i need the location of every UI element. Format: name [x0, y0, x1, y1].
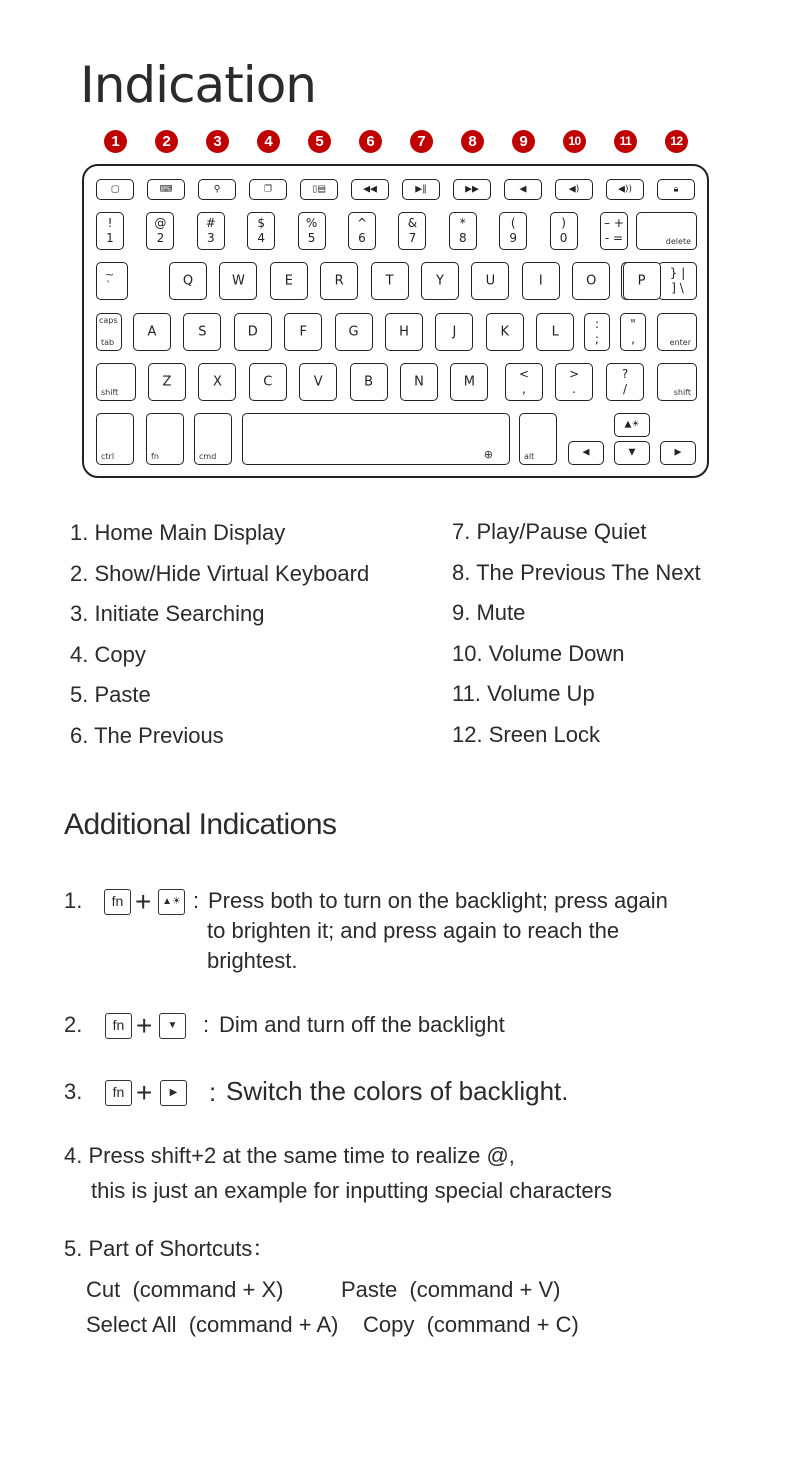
function-item: 8. The Previous The Next [452, 559, 701, 585]
letter-key-j-label: J [452, 324, 457, 340]
home-key [96, 179, 134, 200]
number-key-6-top: ^ [356, 216, 368, 230]
additional-item-3 [64, 1077, 744, 1111]
volume-down-icon: ◀) [568, 184, 580, 194]
space-key [242, 413, 510, 465]
caps-tab-key [96, 313, 122, 351]
bracket-right-key [658, 262, 697, 300]
number-key-7-bot: 7 [408, 231, 417, 245]
left-shift-label: shift [101, 388, 119, 397]
down-arrow-key [614, 441, 650, 465]
letter-key-q-label: Q [182, 273, 194, 289]
number-key-9 [499, 212, 527, 250]
number-key-2-top: @ [154, 216, 167, 230]
letter-key-w-label: W [231, 273, 245, 289]
number-key-5-top: % [305, 216, 318, 230]
function-item: 5. Paste [70, 682, 151, 707]
tab-label: tab [101, 338, 115, 347]
cmd-key [194, 413, 232, 465]
note-4 [64, 1141, 764, 1201]
letter-key-q [169, 262, 207, 300]
volume-up-key [606, 179, 644, 200]
number-key-8-top: * [459, 216, 466, 230]
plus-sign: + [136, 1077, 153, 1108]
fn-label: fn [151, 452, 159, 461]
left-arrow-key [568, 441, 604, 465]
letter-key-h [385, 313, 423, 351]
letter-key-r [320, 262, 358, 300]
badge-6: 6 [359, 130, 382, 153]
shortcut-cut: Cut (command + X) [86, 1277, 284, 1302]
letter-key-h-label: H [399, 324, 409, 340]
additional-item-2 [64, 1010, 744, 1044]
enter-label: enter [669, 338, 691, 347]
badge-7: 7 [410, 130, 433, 153]
function-key-badges [104, 130, 704, 154]
function-item: 3. Initiate Searching [70, 601, 265, 626]
fn-key-icon: fn [105, 1013, 132, 1039]
badge-5: 5 [308, 130, 331, 153]
number-key-11-top: – + [604, 216, 624, 230]
shortcut-copy: Copy (command + C) [363, 1312, 579, 1337]
letter-key-f [284, 313, 322, 351]
function-list-left [70, 513, 369, 756]
rewind-icon: ◀◀ [363, 184, 377, 194]
number-key-4 [247, 212, 275, 250]
letter-key-r-label: R [334, 273, 344, 289]
function-list-right [452, 512, 701, 755]
letter-key-p [623, 262, 661, 300]
semicolon-key [584, 313, 610, 351]
right-arrow-key [660, 441, 696, 465]
number-key-4-bot: 4 [257, 231, 265, 245]
plus-sign: + [136, 1010, 153, 1041]
delete-key [636, 212, 697, 250]
letter-key-v [299, 363, 337, 401]
badge-12: 12 [665, 130, 688, 153]
volume-down-key [555, 179, 593, 200]
copy-key [249, 179, 287, 200]
function-item: 1. Home Main Display [70, 520, 286, 545]
fast-forward-icon: ▶▶ [465, 184, 479, 194]
number-key-9-bot: 9 [509, 231, 517, 245]
globe-icon: ⊕ [483, 448, 493, 461]
additional-title: Additional Indications [64, 808, 337, 841]
letter-key-m [450, 363, 488, 401]
badge-2: 2 [155, 130, 178, 153]
mute-icon: ◀ [519, 184, 527, 194]
desc-line-1: Press both to turn on the backlight; press again [208, 888, 668, 913]
letter-key-x-label: X [212, 374, 222, 390]
letter-key-b-label: B [364, 374, 374, 390]
letter-key-l [536, 313, 574, 351]
caps-label: caps [99, 316, 118, 325]
function-item: 9. Mute [452, 600, 526, 625]
function-item: 6. The Previous [70, 722, 224, 748]
desc-line-3: brightest. [207, 948, 298, 973]
desc-line-1: Switch the colors of backlight. [226, 1076, 569, 1106]
function-item: 11. Volume Up [452, 681, 595, 706]
search-icon: ⚲ [213, 184, 221, 194]
letter-key-s-label: S [198, 324, 207, 340]
lock-key [657, 179, 695, 200]
bracket-right-bot: ] \ [671, 281, 684, 295]
function-item: 7. Play/Pause Quiet [452, 519, 647, 544]
item-number: 2. [64, 1012, 83, 1037]
color-switch-key-icon: ▶ [160, 1080, 187, 1106]
keyboard-icon: ⌨ [159, 184, 173, 194]
number-key-5 [298, 212, 326, 250]
badge-10: 10 [563, 130, 586, 153]
next-key [453, 179, 491, 200]
number-key-3 [197, 212, 225, 250]
letter-key-z [148, 363, 186, 401]
number-key-8-bot: 8 [458, 231, 467, 245]
mute-key [504, 179, 542, 200]
fn-key-icon: fn [104, 889, 131, 915]
badge-1: 1 [104, 130, 127, 153]
note-4-line-2: this is just an example for inputting special characters [91, 1178, 612, 1203]
quote-top: " [630, 317, 636, 331]
letter-key-o-label: O [586, 273, 597, 289]
comma-key [505, 363, 543, 401]
left-shift-key [96, 363, 136, 401]
paste-key [300, 179, 338, 200]
function-item: 12. Sreen Lock [452, 721, 600, 747]
note-5-title: 5. Part of Shortcuts： [64, 1236, 275, 1261]
fn-key [146, 413, 184, 465]
cmd-label: cmd [199, 452, 217, 461]
number-key-11-bot: - = [604, 231, 624, 245]
semicolon-top: : [594, 317, 600, 331]
number-key-10-bot: 0 [559, 231, 568, 245]
letter-key-e-label: E [284, 273, 293, 289]
letter-key-z-label: Z [162, 374, 172, 390]
letter-key-u [471, 262, 509, 300]
fn-key-icon: fn [105, 1080, 132, 1106]
badge-11: 11 [614, 130, 637, 153]
letter-key-c [249, 363, 287, 401]
number-key-2 [146, 212, 174, 250]
brightness-up-icon: ▲☀ [624, 419, 640, 430]
number-key-1 [96, 212, 124, 250]
period-bot: . [572, 382, 576, 396]
bracket-right-top: } | [669, 266, 686, 280]
plus-sign: + [135, 886, 152, 917]
function-item: 2. Show/Hide Virtual Keyboard [70, 560, 370, 586]
up-arrow-key [614, 413, 650, 437]
letter-key-t-label: T [385, 273, 394, 289]
number-key-1-bot: 1 [106, 231, 114, 245]
letter-key-d-label: D [247, 324, 258, 340]
letter-key-y-label: Y [436, 273, 444, 289]
alt-label: alt [524, 452, 535, 461]
badge-8: 8 [461, 130, 484, 153]
shortcut-select-all: Select All (command + A) [86, 1312, 339, 1337]
letter-key-g [335, 313, 373, 351]
number-key-7-top: & [407, 216, 418, 230]
slash-bot: / [622, 382, 628, 396]
color-switch-icon: ▶ [674, 447, 682, 458]
quote-bot: , [631, 332, 635, 346]
alt-key [519, 413, 557, 465]
ctrl-key [96, 413, 134, 465]
letter-key-n-label: N [414, 374, 424, 390]
letter-key-f-label: F [299, 324, 307, 340]
ctrl-label: ctrl [101, 452, 115, 461]
colon: : [209, 1077, 217, 1107]
letter-key-k [486, 313, 524, 351]
letter-key-x [198, 363, 236, 401]
additional-item-1 [64, 886, 744, 986]
search-key [198, 179, 236, 200]
period-top: > [568, 367, 580, 381]
slash-key [606, 363, 644, 401]
previous-key [351, 179, 389, 200]
number-key-4-top: $ [257, 216, 265, 230]
function-item: 10. Volume Down [452, 640, 625, 666]
letter-key-t [371, 262, 409, 300]
letter-key-m-label: M [463, 374, 475, 390]
letter-key-e [270, 262, 308, 300]
shortcut-paste: Paste (command + V) [341, 1277, 561, 1302]
number-key-7 [398, 212, 426, 250]
page-title: Indication [80, 56, 316, 114]
number-key-10-top: ) [561, 216, 566, 230]
play-pause-icon: ▶‖ [415, 184, 427, 194]
lock-icon: 🔒︎ [673, 184, 679, 194]
volume-up-icon: ◀)) [618, 184, 632, 194]
number-key-1-top: ! [107, 216, 113, 230]
item-number: 3. [64, 1079, 83, 1104]
number-key-6-bot: 6 [358, 231, 366, 245]
badge-3: 3 [206, 130, 229, 153]
right-shift-label: shift [673, 388, 691, 397]
copy-icon: ❐ [263, 184, 273, 194]
play-pause-key [402, 179, 440, 200]
note-4-line-1: 4. Press shift+2 at the same time to realize @, [64, 1143, 515, 1168]
desc-line-2: to brighten it; and press again to reach the [207, 918, 620, 943]
brightness-down-icon: ▼ [628, 447, 636, 458]
quote-key [620, 313, 646, 351]
number-key-9-top: ( [510, 216, 516, 230]
brightness-up-key-icon: ▲☀ [158, 889, 185, 915]
semicolon-bot: ; [594, 332, 600, 346]
brightness-down-key-icon: ▼ [159, 1013, 186, 1039]
letter-key-s [183, 313, 221, 351]
keyboard-diagram [82, 164, 709, 478]
letter-key-j [435, 313, 473, 351]
badge-9: 9 [512, 130, 535, 153]
number-key-3-bot: 3 [206, 231, 215, 245]
left-arrow-icon: ◀ [582, 447, 590, 458]
number-key-5-bot: 5 [307, 231, 316, 245]
number-key-3-top: # [205, 216, 216, 230]
number-key-8 [449, 212, 477, 250]
letter-key-p-label: P [637, 273, 646, 289]
letter-key-c-label: C [263, 374, 273, 390]
comma-top: < [518, 367, 530, 381]
letter-key-i [522, 262, 560, 300]
paste-icon: ▯▤ [312, 184, 326, 194]
function-item: 4. Copy [70, 641, 146, 667]
number-key-10 [550, 212, 578, 250]
period-key [555, 363, 593, 401]
enter-key [657, 313, 697, 351]
letter-key-y [421, 262, 459, 300]
letter-key-o [572, 262, 610, 300]
letter-key-l-label: L [551, 324, 559, 340]
comma-bot: , [522, 382, 526, 396]
delete-label: delete [665, 237, 691, 246]
badge-4: 4 [257, 130, 280, 153]
desc-line-1: Dim and turn off the backlight [219, 1012, 505, 1037]
letter-key-w [219, 262, 257, 300]
tilde-top: ~ [105, 268, 115, 281]
letter-key-g-label: G [348, 324, 359, 340]
slash-top: ? [621, 367, 629, 381]
letter-key-a [133, 313, 171, 351]
letter-key-u-label: U [485, 273, 496, 289]
right-shift-key [657, 363, 697, 401]
letter-key-k-label: K [500, 324, 510, 340]
tilde-key [96, 262, 128, 300]
tilde-bot: ` [106, 279, 112, 292]
letter-key-d [234, 313, 272, 351]
letter-key-i-label: I [538, 273, 543, 289]
letter-key-n [400, 363, 438, 401]
letter-key-a-label: A [147, 324, 157, 340]
number-key-6 [348, 212, 376, 250]
letter-key-b [350, 363, 388, 401]
keyboard-toggle-key [147, 179, 185, 200]
colon: : [193, 888, 200, 913]
colon: : [203, 1012, 210, 1037]
letter-key-v-label: V [313, 374, 323, 390]
number-key-2-bot: 2 [156, 231, 165, 245]
number-key-11 [600, 212, 628, 250]
item-number: 1. [64, 888, 83, 913]
home-icon: ▢ [110, 184, 120, 194]
